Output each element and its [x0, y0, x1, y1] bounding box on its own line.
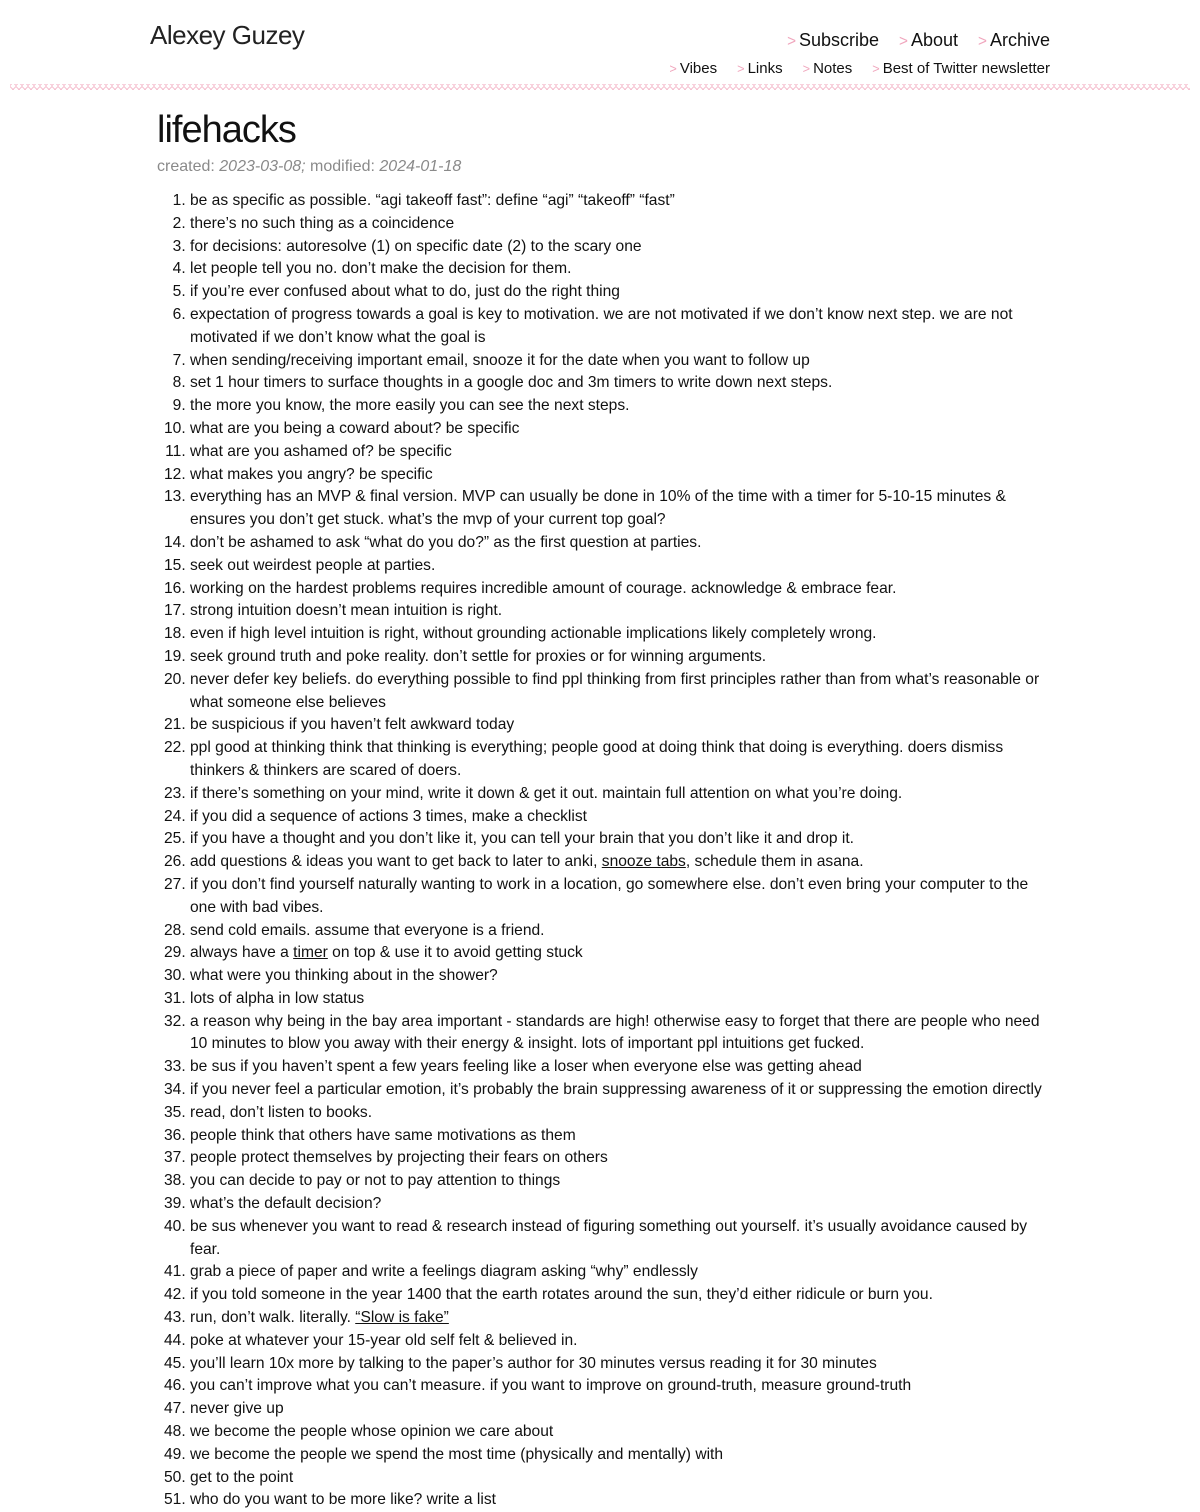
secondary-nav: [669, 60, 1050, 77]
list-item-text: lots of alpha in low status: [190, 989, 365, 1007]
site-title[interactable]: Alexey Guzey: [150, 20, 305, 50]
list-item: [190, 395, 1057, 418]
list-item-text: let people tell you no. don’t make the decision for them.: [190, 260, 572, 278]
list-item: [190, 646, 1057, 669]
primary-nav: [787, 30, 1050, 51]
list-item: [190, 1147, 1057, 1170]
list-item: [190, 190, 1057, 213]
list-item: [190, 783, 1057, 806]
list-item-text: never defer key beliefs. do everything possible to find ppl thinking from first principles rather than from what’s reasonable or what someone else believes: [190, 670, 1040, 711]
list-item-text: on top & use it to avoid getting stuck: [327, 944, 583, 962]
list-item-text: grab a piece of paper and write a feelings diagram asking “why” endlessly: [190, 1263, 698, 1281]
list-item: [190, 714, 1057, 737]
chevron-right-icon: >: [872, 61, 880, 76]
list-item-text: always have a: [190, 944, 294, 962]
chevron-right-icon: >: [978, 33, 987, 50]
list-item-text: what are you ashamed of? be specific: [190, 442, 452, 460]
nav-links[interactable]: > Links: [737, 60, 783, 77]
list-item: [190, 1261, 1057, 1284]
list-item: [190, 806, 1057, 829]
list-item-text: if you’re ever confused about what to do, just do the right thing: [190, 283, 620, 301]
list-item: [190, 828, 1057, 851]
list-item: [190, 920, 1057, 943]
list-item: [190, 1216, 1057, 1262]
list-item: [190, 1193, 1057, 1216]
list-item: [190, 623, 1057, 646]
nav-archive[interactable]: > Archive: [978, 30, 1050, 50]
list-item-text: if there’s something on your mind, write it down & get it out. maintain full attention on what you’re doing.: [190, 784, 903, 802]
list-item: [190, 281, 1057, 304]
nav-subscribe[interactable]: > Subscribe: [787, 30, 880, 50]
list-item-text: people think that others have same motivations as them: [190, 1126, 576, 1144]
list-item: [190, 988, 1057, 1011]
chevron-right-icon: >: [802, 61, 811, 76]
list-item-text: seek out weirdest people at parties.: [190, 556, 436, 574]
list-item-text: be sus whenever you want to read & research instead of figuring something out yourself. it’s usually avoidance caused by fear.: [190, 1217, 1028, 1258]
lifehacks-list: [157, 190, 1057, 1512]
chevron-right-icon: >: [787, 33, 796, 50]
nav-notes[interactable]: > Notes: [802, 60, 853, 77]
list-item: [190, 464, 1057, 487]
list-item: [190, 236, 1057, 259]
list-item-text: what are you being a coward about? be specific: [190, 419, 520, 437]
site-header: [0, 0, 1200, 80]
list-item: [190, 942, 1057, 965]
list-item: [190, 851, 1057, 874]
list-item-text: if you never feel a particular emotion, it’s probably the brain suppressing awareness of it or suppressing the emotion directly: [190, 1081, 1042, 1099]
list-item: [190, 1056, 1057, 1079]
list-item: [190, 965, 1057, 988]
list-item-text: who do you want to be more like? write a list: [190, 1491, 496, 1509]
list-item: [190, 1398, 1057, 1421]
list-item: [190, 1444, 1057, 1467]
inline-link[interactable]: timer: [293, 944, 328, 962]
list-item-text: send cold emails. assume that everyone is a friend.: [190, 921, 545, 939]
list-item-text: never give up: [190, 1400, 284, 1418]
list-item-text: everything has an MVP & final version. MVP can usually be done in 10% of the time with a timer for 5-10-15 minutes & ensures you don’t get stuck. what’s the mvp of your current top goal?: [190, 488, 1006, 529]
article: [157, 108, 1057, 1512]
list-item: [190, 1467, 1057, 1490]
list-item-text: expectation of progress towards a goal is key to motivation. we are not motivated if we don’t know next step. we are not motivated if we don’t know what the goal is: [190, 305, 1013, 346]
list-item-text: read, don’t listen to books.: [190, 1103, 373, 1121]
list-item: [190, 213, 1057, 236]
list-item-text: you can decide to pay or not to pay attention to things: [190, 1172, 561, 1190]
list-item-text: seek ground truth and poke reality. don’t settle for proxies or for winning arguments.: [190, 647, 767, 665]
list-item-text: strong intuition doesn’t mean intuition is right.: [190, 602, 503, 620]
list-item-text: you can’t improve what you can’t measure. if you want to improve on ground-truth, measure ground-truth: [190, 1377, 912, 1395]
list-item-text: , schedule them in asana.: [685, 853, 864, 871]
list-item-text: for decisions: autoresolve (1) on specific date (2) to the scary one: [190, 237, 642, 255]
list-item-text: if you did a sequence of actions 3 times, make a checklist: [190, 807, 587, 825]
modified-date: 2024-01-18: [379, 158, 462, 175]
list-item: [190, 1170, 1057, 1193]
list-item-text: even if high level intuition is right, without grounding actionable implications likely completely wrong.: [190, 625, 877, 643]
list-item-text: a reason why being in the bay area important - standards are high! otherwise easy to forget that there are people who need 10 minutes to blow you away with their energy & insight. lots of important ppl intuitions get fucked.: [190, 1012, 1040, 1053]
nav-vibes[interactable]: > Vibes: [669, 60, 718, 77]
list-item-text: if you have a thought and you don’t like it, you can tell your brain that you don’t like it and drop it.: [190, 830, 855, 848]
list-item-text: be sus if you haven’t spent a few years feeling like a loser when everyone else was getting ahead: [190, 1058, 862, 1076]
list-item-text: if you told someone in the year 1400 that the earth rotates around the sun, they’d either ridicule or burn you.: [190, 1286, 933, 1304]
list-item-text: be as specific as possible. “agi takeoff fast”: define “agi” “takeoff” “fast”: [190, 192, 675, 209]
list-item: [190, 600, 1057, 623]
list-item: [190, 578, 1057, 601]
chevron-right-icon: >: [899, 33, 908, 50]
list-item: [190, 1489, 1057, 1512]
created-date: 2023-03-08;: [219, 158, 306, 175]
list-item: [190, 1421, 1057, 1444]
list-item-text: run, don’t walk. literally.: [190, 1309, 356, 1327]
list-item: [190, 1375, 1057, 1398]
nav-about[interactable]: > About: [899, 30, 959, 50]
list-item-text: what were you thinking about in the shower?: [190, 967, 498, 985]
list-item-text: if you don’t find yourself naturally wanting to work in a location, go somewhere else. don’t even bring your computer to the one with bad vibes.: [190, 875, 1029, 916]
list-item-text: what makes you angry? be specific: [190, 465, 433, 483]
inline-link[interactable]: snooze tabs: [601, 853, 686, 871]
list-item-text: don’t be ashamed to ask “what do you do?” as the first question at parties.: [190, 533, 702, 551]
list-item: [190, 1353, 1057, 1376]
list-item: [190, 532, 1057, 555]
inline-link[interactable]: “Slow is fake”: [355, 1309, 449, 1327]
post-meta: [157, 158, 1057, 176]
page-title: lifehacks: [157, 109, 296, 151]
list-item: [190, 1079, 1057, 1102]
list-item: [190, 1330, 1057, 1353]
list-item-text: what’s the default decision?: [190, 1195, 382, 1213]
list-item: [190, 418, 1057, 441]
list-item-text: you’ll learn 10x more by talking to the paper’s author for 30 minutes versus reading it for 30 minutes: [190, 1354, 877, 1372]
list-item: [190, 350, 1057, 373]
list-item: [190, 874, 1057, 920]
list-item: [190, 1284, 1057, 1307]
created-label: created:: [157, 158, 215, 175]
modified-label: modified:: [310, 158, 375, 175]
list-item: [190, 372, 1057, 395]
list-item-text: when sending/receiving important email, snooze it for the date when you want to follow up: [190, 351, 810, 369]
list-item: [190, 669, 1057, 715]
list-item-text: working on the hardest problems requires incredible amount of courage. acknowledge & embrace fear.: [190, 579, 897, 597]
chevron-right-icon: >: [737, 61, 745, 76]
list-item: [190, 304, 1057, 350]
list-item-text: we become the people we spend the most time (physically and mentally) with: [190, 1445, 724, 1463]
chevron-right-icon: >: [669, 61, 677, 76]
nav-twitter-newsletter[interactable]: > Best of Twitter newsletter: [872, 60, 1050, 77]
list-item-text: set 1 hour timers to surface thoughts in a google doc and 3m timers to write down next steps.: [190, 374, 833, 392]
list-item: [190, 737, 1057, 783]
list-item: [190, 486, 1057, 532]
list-item: [190, 555, 1057, 578]
list-item-text: poke at whatever your 15-year old self felt & believed in.: [190, 1331, 578, 1349]
list-item-text: people protect themselves by projecting their fears on others: [190, 1149, 608, 1167]
list-item-text: we become the people whose opinion we care about: [190, 1423, 554, 1441]
list-item: [190, 1011, 1057, 1057]
list-item-text: the more you know, the more easily you can see the next steps.: [190, 397, 630, 415]
list-item-text: be suspicious if you haven’t felt awkward today: [190, 716, 515, 734]
list-item-text: get to the point: [190, 1468, 294, 1486]
list-item: [190, 1125, 1057, 1148]
list-item: [190, 1307, 1057, 1330]
list-item-text: ppl good at thinking think that thinking is everything; people good at doing think that doing is everything. doers dismiss thinkers & thinkers are scared of doers.: [190, 739, 1004, 779]
list-item-text: there’s no such thing as a coincidence: [190, 214, 455, 232]
decorative-divider: [10, 84, 1190, 90]
list-item: [190, 1102, 1057, 1125]
list-item: [190, 258, 1057, 281]
list-item-text: add questions & ideas you want to get back to later to anki,: [190, 853, 602, 871]
list-item: [190, 441, 1057, 464]
